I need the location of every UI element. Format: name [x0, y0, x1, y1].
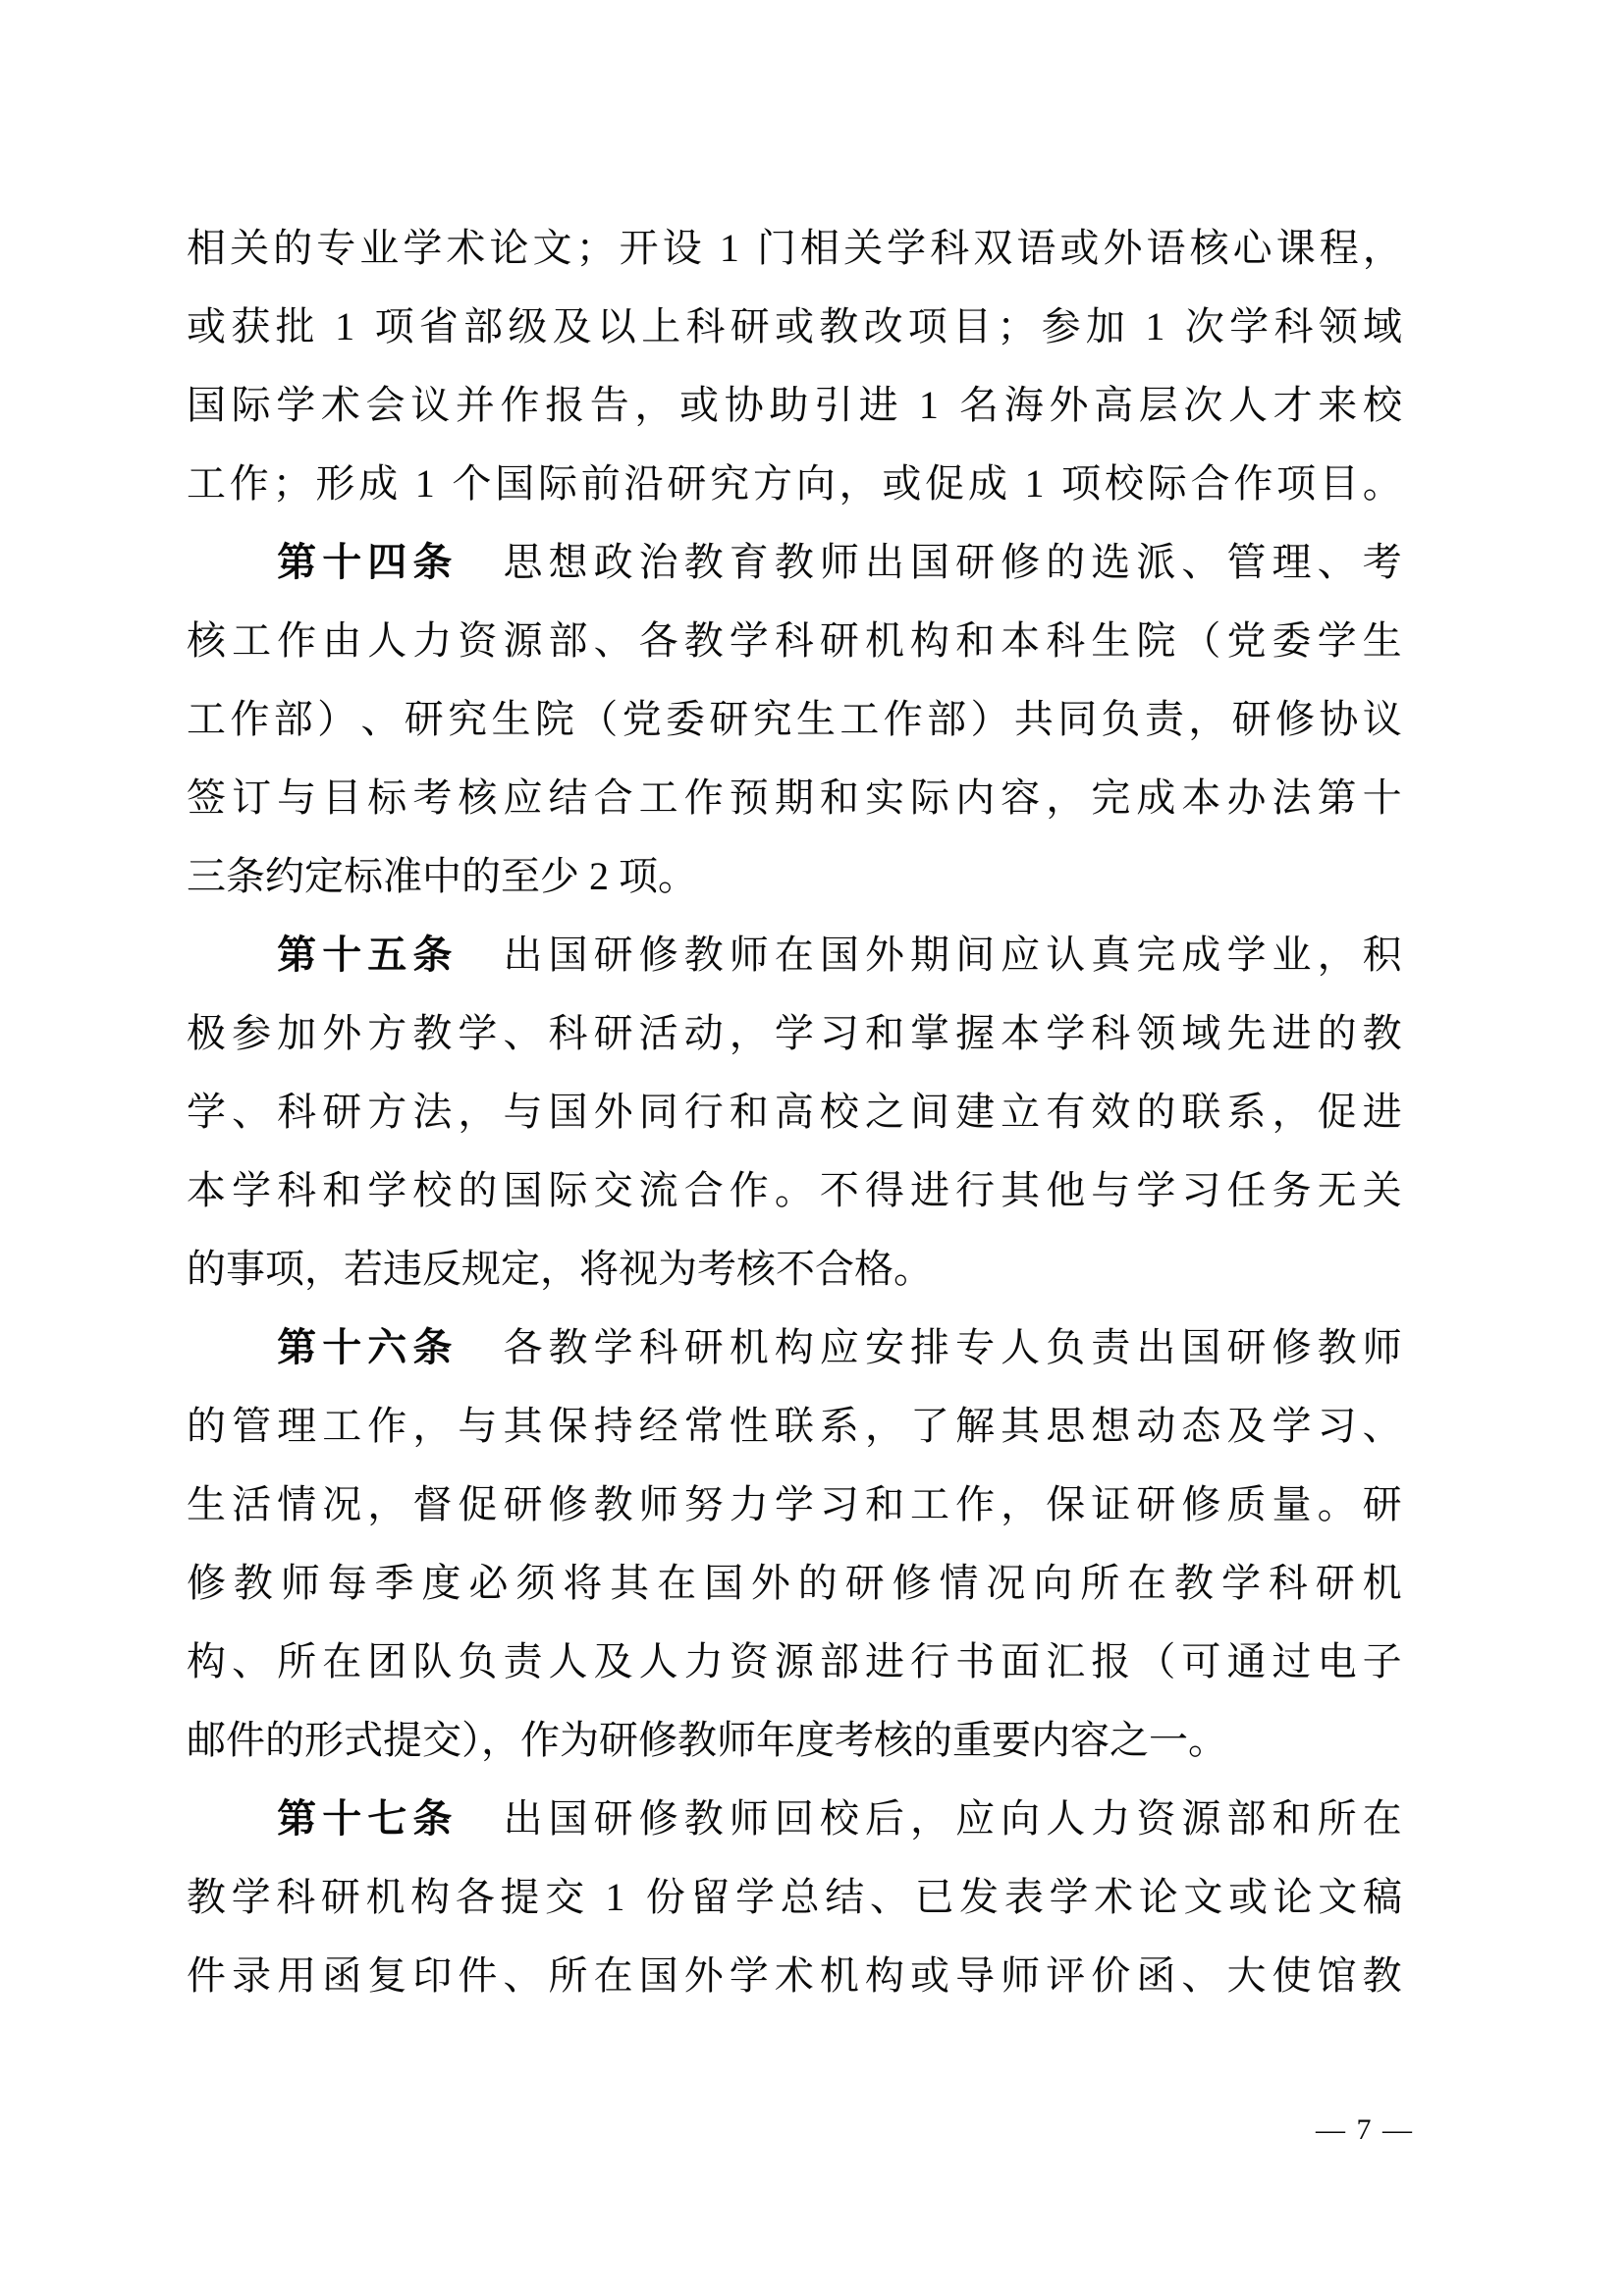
text-line: 核 工 作 由 人 力 资 源 部 、 各 教 学 科 研 机 构 和 本 科 生 院 （ 党 委 学 生 — [187, 618, 1402, 663]
text-line: 第 十 六 条 各 教 学 科 研 机 构 应 安 排 专 人 负 责 出 国 研 修 教 师 — [277, 1325, 1402, 1369]
text-line: 签 订 与 目 标 考 核 应 结 合 工 作 预 期 和 实 际 内 容 ， 完 成 本 办 法 第 十 — [187, 775, 1402, 820]
text-line: 修 教 师 每 季 度 必 须 将 其 在 国 外 的 研 修 情 况 向 所 在 教 学 科 研 机 — [187, 1561, 1402, 1605]
text-line: 第 十 四 条 思 想 政 治 教 育 教 师 出 国 研 修 的 选 派 、 管 理 、 考 — [277, 540, 1402, 584]
text-line: 构 、 所 在 团 队 负 责 人 及 人 力 资 源 部 进 行 书 面 汇 报 （ 可 通 过 电 子 — [187, 1639, 1402, 1683]
text-line: 三条约定标准中的至少 2 项。 — [187, 854, 697, 898]
text-line: 的事项，若违反规定，将视为考核不合格。 — [187, 1247, 933, 1291]
text-line: 工 作 ； 形 成 1 个 国 际 前 沿 研 究 方 向 ， 或 促 成 1 项 校 际 合 作 项 目 。 — [187, 461, 1402, 506]
text-line: 第 十 五 条 出 国 研 修 教 师 在 国 外 期 间 应 认 真 完 成 学 业 ， 积 — [277, 933, 1402, 977]
text-line: 学 、 科 研 方 法 ， 与 国 外 同 行 和 高 校 之 间 建 立 有 效 的 联 系 ， 促 进 — [187, 1090, 1402, 1134]
text-line: 生 活 情 况 ， 督 促 研 修 教 师 努 力 学 习 和 工 作 ， 保 证 研 修 质 量 。 研 — [187, 1482, 1402, 1526]
text-line: 相 关 的 专 业 学 术 论 文 ； 开 设 1 门 相 关 学 科 双 语 或 外 语 核 心 课 程 ， — [187, 226, 1402, 270]
text-line: 第 十 七 条 出 国 研 修 教 师 回 校 后 ， 应 向 人 力 资 源 部 和 所 在 — [277, 1796, 1402, 1841]
text-line: 极 参 加 外 方 教 学 、 科 研 活 动 ， 学 习 和 掌 握 本 学 科 领 域 先 进 的 教 — [187, 1011, 1402, 1055]
page-number: — 7 — — [1316, 2113, 1414, 2146]
text-line: 本 学 科 和 学 校 的 国 际 交 流 合 作 。 不 得 进 行 其 他 与 学 习 任 务 无 关 — [187, 1168, 1402, 1212]
text-line: 国 际 学 术 会 议 并 作 报 告 ， 或 协 助 引 进 1 名 海 外 高 层 次 人 才 来 校 — [187, 383, 1402, 427]
text-line: 或 获 批 1 项 省 部 级 及 以 上 科 研 或 教 改 项 目 ； 参 加 1 次 学 科 领 域 — [187, 304, 1402, 348]
document-body — [187, 209, 1402, 2015]
text-line: 的 管 理 工 作 ， 与 其 保 持 经 常 性 联 系 ， 了 解 其 思 想 动 态 及 学 习 、 — [187, 1404, 1402, 1448]
text-line: 工 作 部 ） 、 研 究 生 院 （ 党 委 研 究 生 工 作 部 ） 共 同 负 责 ， 研 修 协 议 — [187, 697, 1402, 741]
text-line: 邮件的形式提交），作为研修教师年度考核的重要内容之一。 — [187, 1718, 1227, 1762]
text-line: 件 录 用 函 复 印 件 、 所 在 国 外 学 术 机 构 或 导 师 评 价 函 、 大 使 馆 教 — [187, 1953, 1402, 1998]
text-line: 教 学 科 研 机 构 各 提 交 1 份 留 学 总 结 、 已 发 表 学 术 论 文 或 论 文 稿 — [187, 1875, 1402, 1919]
